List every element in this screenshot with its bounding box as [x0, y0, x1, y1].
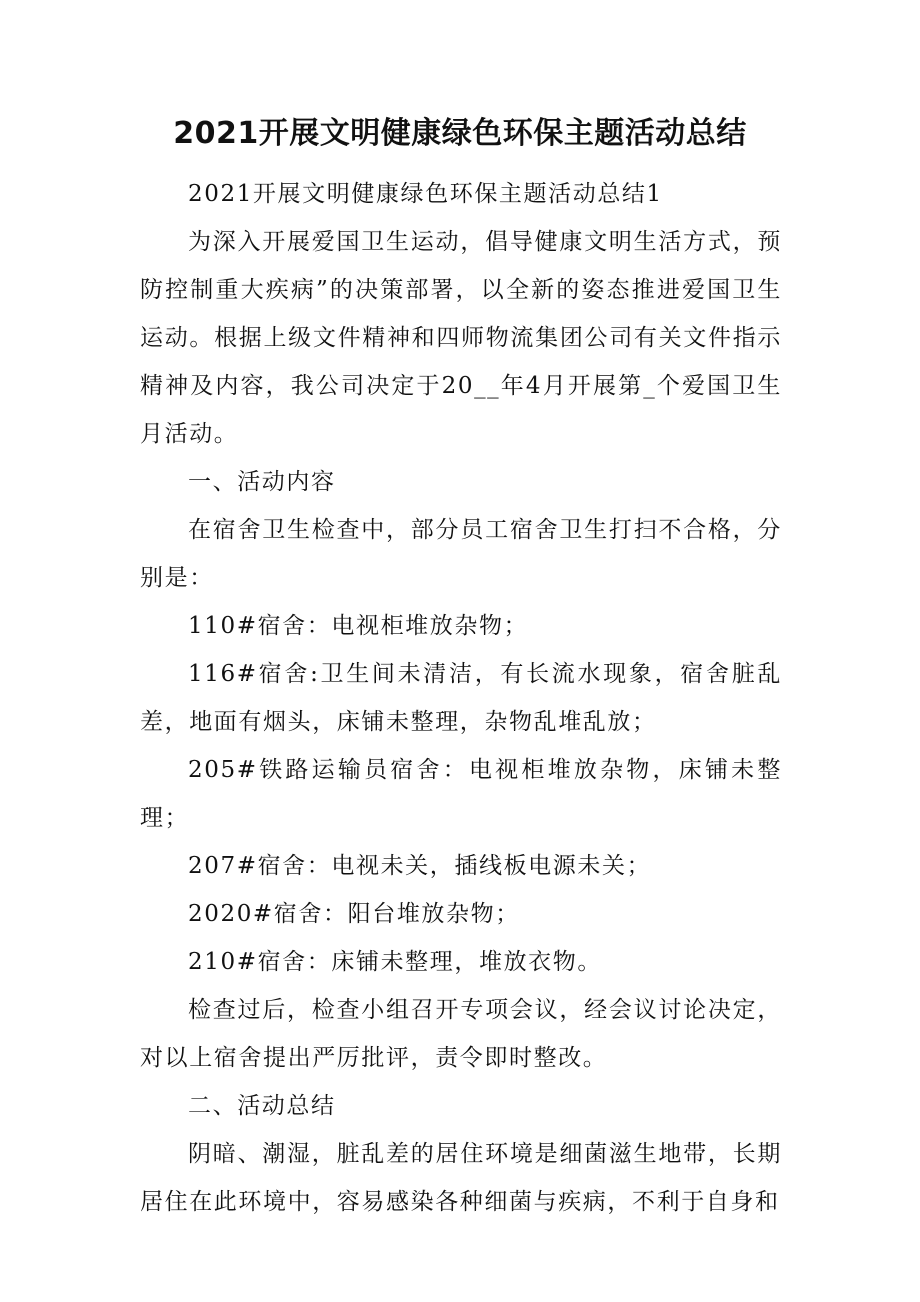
- summary-paragraph: 阴暗、潮湿，脏乱差的居住环境是细菌滋生地带，长期居住在此环境中，容易感染各种细菌与疾病，不利于自身和: [140, 1141, 782, 1215]
- dorm-item-207: 207#宿舍：电视未关，插线板电源未关；: [188, 853, 652, 879]
- dorm-item-2020: 2020#宿舍：阳台堆放杂物；: [188, 901, 520, 927]
- dorm-item-110: 110#宿舍：电视柜堆放杂物；: [188, 613, 529, 639]
- dorm-item-205: 205#铁路运输员宿舍：电视柜堆放杂物，床铺未整理；: [140, 757, 782, 831]
- intro-paragraph: 为深入开展爱国卫生运动，倡导健康文明生活方式，预防控制重大疾病”的决策部署，以全新的姿态推进爱国卫生运动。根据上级文件精神和四师物流集团公司有关文件指示精神及内容，我公司决定于20__年4月开展第_个爱国卫生月活动。: [140, 229, 782, 447]
- meeting-paragraph: 检查过后，检查小组召开专项会议，经会议讨论决定，对以上宿舍提出严厉批评，责令即时整改。: [140, 997, 782, 1071]
- dorm-item-210: 210#宿舍：床铺未整理，堆放衣物。: [188, 949, 602, 975]
- section-heading-activity-summary: 二、活动总结: [188, 1093, 336, 1119]
- subtitle-paragraph: 2021开展文明健康绿色环保主题活动总结1: [188, 181, 663, 207]
- document-title: 2021开展文明健康绿色环保主题活动总结: [173, 116, 747, 151]
- document-body: [140, 170, 782, 1226]
- section-heading-activity-content: 一、活动内容: [188, 469, 336, 495]
- inspection-paragraph: 在宿舍卫生检查中，部分员工宿舍卫生打扫不合格，分别是：: [140, 517, 782, 591]
- dorm-item-116: 116#宿舍:卫生间未清洁，有长流水现象，宿舍脏乱差，地面有烟头，床铺未整理，杂物乱堆乱放；: [140, 661, 782, 735]
